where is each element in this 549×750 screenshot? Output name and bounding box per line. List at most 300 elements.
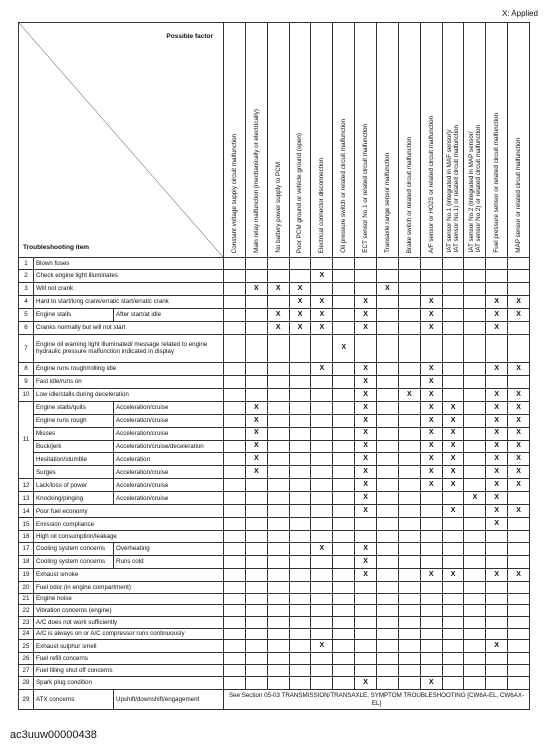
mark-cell — [398, 593, 420, 605]
mark-cell — [267, 653, 289, 665]
row-number: 5 — [19, 308, 34, 321]
row-label: Cranks normally but will not start — [34, 321, 224, 334]
table-row — [19, 479, 530, 492]
mark-cell — [224, 258, 246, 270]
mark-cell — [267, 543, 289, 556]
mark-cell — [267, 569, 289, 582]
row-number: 9 — [19, 375, 34, 388]
factor-header-6 — [333, 23, 355, 258]
table-row — [19, 676, 530, 689]
mark-cell: X — [355, 295, 377, 308]
row-label: Engine stalls/quits — [34, 401, 114, 414]
mark-cell — [333, 492, 355, 505]
mark-cell — [333, 531, 355, 543]
mark-cell: X — [486, 518, 508, 531]
mark-cell: X — [289, 308, 311, 321]
mark-cell — [377, 543, 399, 556]
mark-cell — [377, 569, 399, 582]
mark-cell: X — [486, 362, 508, 375]
row-label: Misses — [34, 427, 114, 440]
mark-cell — [224, 628, 246, 640]
mark-cell — [442, 582, 464, 594]
row-number: 21 — [19, 593, 34, 605]
mark-cell — [508, 593, 530, 605]
mark-cell: X — [420, 308, 442, 321]
row-number: 17 — [19, 543, 34, 556]
row-label: High oil consumption/leakage — [34, 531, 224, 543]
mark-cell — [377, 334, 399, 362]
mark-cell — [355, 518, 377, 531]
row-number: 14 — [19, 505, 34, 518]
row-number: 3 — [19, 282, 34, 295]
table-row — [19, 543, 530, 556]
mark-cell — [224, 321, 246, 334]
mark-cell — [267, 453, 289, 466]
mark-cell: X — [420, 676, 442, 689]
mark-cell — [442, 676, 464, 689]
mark-cell: X — [311, 308, 333, 321]
mark-cell — [464, 676, 486, 689]
mark-cell — [224, 308, 246, 321]
mark-cell — [245, 617, 267, 629]
mark-cell — [245, 295, 267, 308]
mark-cell — [486, 617, 508, 629]
factor-header-9 — [398, 23, 420, 258]
mark-cell — [508, 605, 530, 617]
mark-cell: X — [508, 308, 530, 321]
mark-cell — [377, 258, 399, 270]
mark-cell — [377, 466, 399, 479]
mark-cell: X — [442, 453, 464, 466]
mark-cell: X — [311, 362, 333, 375]
row-label: ATX concerns — [34, 690, 114, 710]
mark-cell — [464, 401, 486, 414]
mark-cell — [289, 676, 311, 689]
mark-cell: X — [442, 427, 464, 440]
mark-cell — [420, 518, 442, 531]
row-number: 2 — [19, 269, 34, 282]
mark-cell — [267, 295, 289, 308]
mark-cell — [398, 479, 420, 492]
mark-cell — [442, 269, 464, 282]
mark-cell — [245, 531, 267, 543]
mark-cell — [464, 282, 486, 295]
mark-cell — [289, 427, 311, 440]
table-row — [19, 505, 530, 518]
mark-cell: X — [420, 479, 442, 492]
row-condition: Acceleration — [114, 453, 224, 466]
mark-cell — [464, 665, 486, 677]
row-condition: Acceleration/cruise/deceleration — [114, 440, 224, 453]
mark-cell — [333, 628, 355, 640]
mark-cell: X — [486, 466, 508, 479]
mark-cell — [289, 479, 311, 492]
mark-cell — [311, 453, 333, 466]
mark-cell — [464, 321, 486, 334]
mark-cell — [245, 505, 267, 518]
mark-cell: X — [442, 414, 464, 427]
mark-cell — [398, 453, 420, 466]
table-row — [19, 556, 530, 569]
row-label: Engine noise — [34, 593, 224, 605]
mark-cell — [464, 258, 486, 270]
mark-cell — [398, 569, 420, 582]
mark-cell — [508, 582, 530, 594]
mark-cell — [289, 453, 311, 466]
mark-cell — [420, 543, 442, 556]
factor-label: IAT sensor No.2 (integrated in MAP sensor/ IAT sensor No.2) or related circuit malfunction — [467, 125, 482, 253]
mark-cell — [289, 665, 311, 677]
mark-cell — [464, 414, 486, 427]
row-condition: Acceleration/cruise — [114, 401, 224, 414]
factor-label: Transaxle range sensor malfunction — [383, 153, 391, 253]
mark-cell — [442, 258, 464, 270]
mark-cell — [311, 556, 333, 569]
row-number: 19 — [19, 569, 34, 582]
mark-cell — [464, 556, 486, 569]
mark-cell: X — [267, 282, 289, 295]
row-label: Spark plug condition — [34, 676, 224, 689]
mark-cell: X — [245, 282, 267, 295]
mark-cell — [398, 628, 420, 640]
row-label: A/C is always on or A/C compressor runs continuously — [34, 628, 224, 640]
mark-cell — [333, 605, 355, 617]
table-row — [19, 440, 530, 453]
mark-cell — [224, 388, 246, 401]
row-label: Check engine light illuminates — [34, 269, 224, 282]
mark-cell — [224, 334, 246, 362]
mark-cell — [377, 427, 399, 440]
mark-cell — [377, 321, 399, 334]
mark-cell — [420, 617, 442, 629]
row-number: 15 — [19, 518, 34, 531]
mark-cell — [464, 362, 486, 375]
mark-cell — [245, 628, 267, 640]
table-row — [19, 282, 530, 295]
table-row — [19, 414, 530, 427]
row-label: Will not crank — [34, 282, 224, 295]
mark-cell: X — [486, 308, 508, 321]
mark-cell: X — [486, 401, 508, 414]
mark-cell — [420, 505, 442, 518]
mark-cell — [420, 531, 442, 543]
factor-label: Electrical connector disconnection — [318, 157, 326, 253]
mark-cell — [224, 676, 246, 689]
mark-cell — [245, 543, 267, 556]
table-row — [19, 569, 530, 582]
mark-cell: X — [355, 362, 377, 375]
mark-cell: X — [508, 453, 530, 466]
mark-cell — [508, 556, 530, 569]
mark-cell — [224, 492, 246, 505]
mark-cell — [267, 401, 289, 414]
table-row — [19, 531, 530, 543]
mark-cell — [224, 556, 246, 569]
row-number: 4 — [19, 295, 34, 308]
mark-cell — [289, 569, 311, 582]
mark-cell — [486, 543, 508, 556]
mark-cell — [245, 640, 267, 653]
mark-cell: X — [508, 401, 530, 414]
mark-cell — [224, 414, 246, 427]
mark-cell — [289, 518, 311, 531]
table-row — [19, 258, 530, 270]
mark-cell — [377, 401, 399, 414]
row-label: Poor fuel economy — [34, 505, 224, 518]
mark-cell: X — [508, 479, 530, 492]
mark-cell — [224, 665, 246, 677]
mark-cell — [267, 582, 289, 594]
mark-cell — [267, 388, 289, 401]
mark-cell: X — [486, 295, 508, 308]
row-label: Surges — [34, 466, 114, 479]
row-number: 11 — [19, 401, 34, 479]
mark-cell: X — [420, 569, 442, 582]
mark-cell — [377, 388, 399, 401]
mark-cell — [398, 258, 420, 270]
mark-cell — [245, 518, 267, 531]
mark-cell — [224, 653, 246, 665]
mark-cell: X — [355, 375, 377, 388]
mark-cell: X — [442, 440, 464, 453]
mark-cell: X — [442, 466, 464, 479]
mark-cell — [224, 295, 246, 308]
mark-cell — [267, 505, 289, 518]
mark-cell — [311, 492, 333, 505]
mark-cell — [311, 628, 333, 640]
mark-cell — [398, 676, 420, 689]
mark-cell: X — [486, 321, 508, 334]
header-row — [19, 23, 530, 258]
mark-cell: X — [245, 466, 267, 479]
mark-cell — [486, 531, 508, 543]
row-label: Exhaust sulphur smell — [34, 640, 224, 653]
mark-cell — [377, 308, 399, 321]
mark-cell — [245, 321, 267, 334]
factor-header-1 — [224, 23, 246, 258]
mark-cell — [464, 479, 486, 492]
mark-cell — [486, 665, 508, 677]
mark-cell: X — [508, 505, 530, 518]
mark-cell — [311, 466, 333, 479]
mark-cell: X — [289, 321, 311, 334]
row-label: Fast idle/runs on — [34, 375, 224, 388]
mark-cell: X — [311, 269, 333, 282]
mark-cell — [442, 556, 464, 569]
mark-cell — [508, 628, 530, 640]
mark-cell: X — [420, 375, 442, 388]
mark-cell: X — [355, 440, 377, 453]
mark-cell — [333, 640, 355, 653]
mark-cell: X — [267, 308, 289, 321]
mark-cell — [508, 543, 530, 556]
mark-cell — [311, 505, 333, 518]
mark-cell: X — [486, 427, 508, 440]
mark-cell — [398, 427, 420, 440]
mark-cell: X — [355, 569, 377, 582]
mark-cell — [398, 334, 420, 362]
mark-cell: X — [355, 556, 377, 569]
mark-cell — [355, 582, 377, 594]
mark-cell — [508, 375, 530, 388]
mark-cell — [398, 531, 420, 543]
mark-cell: X — [442, 505, 464, 518]
row-label: Emission compliance — [34, 518, 224, 531]
mark-cell — [289, 334, 311, 362]
mark-cell — [486, 676, 508, 689]
row-condition: Acceleration/cruise — [114, 492, 224, 505]
mark-cell: X — [508, 440, 530, 453]
mark-cell — [442, 334, 464, 362]
mark-cell — [486, 258, 508, 270]
mark-cell — [464, 593, 486, 605]
mark-cell: X — [245, 401, 267, 414]
mark-cell — [333, 295, 355, 308]
mark-cell — [464, 295, 486, 308]
mark-cell — [420, 334, 442, 362]
mark-cell — [224, 518, 246, 531]
mark-cell — [333, 282, 355, 295]
row-number: 28 — [19, 676, 34, 689]
mark-cell — [311, 518, 333, 531]
troubleshooting-table — [18, 22, 530, 710]
row-condition: Acceleration/cruise — [114, 466, 224, 479]
mark-cell — [245, 388, 267, 401]
mark-cell: X — [355, 505, 377, 518]
table-row — [19, 295, 530, 308]
table-row — [19, 492, 530, 505]
mark-cell — [420, 258, 442, 270]
mark-cell — [420, 282, 442, 295]
mark-cell — [289, 640, 311, 653]
mark-cell — [420, 593, 442, 605]
mark-cell — [333, 269, 355, 282]
mark-cell — [355, 334, 377, 362]
mark-cell — [442, 282, 464, 295]
mark-cell — [245, 582, 267, 594]
mark-cell — [398, 653, 420, 665]
factor-label: Main relay malfunction (mechanically or electrically) — [252, 109, 260, 253]
mark-cell — [224, 640, 246, 653]
mark-cell: X — [311, 640, 333, 653]
mark-cell — [508, 321, 530, 334]
mark-cell — [420, 582, 442, 594]
table-row — [19, 334, 530, 362]
mark-cell: X — [311, 321, 333, 334]
mark-cell: X — [486, 492, 508, 505]
mark-cell — [289, 582, 311, 594]
mark-cell: X — [486, 388, 508, 401]
factor-header-10 — [420, 23, 442, 258]
factor-header-8 — [377, 23, 399, 258]
legend-applied: X: Applied — [501, 9, 538, 18]
row-label: Fuel filling shut off concerns — [34, 665, 224, 677]
mark-cell — [464, 375, 486, 388]
mark-cell — [333, 414, 355, 427]
mark-cell — [333, 556, 355, 569]
mark-cell — [420, 628, 442, 640]
mark-cell — [289, 440, 311, 453]
mark-cell — [245, 269, 267, 282]
mark-cell: X — [486, 569, 508, 582]
mark-cell: X — [420, 427, 442, 440]
mark-cell — [398, 505, 420, 518]
row-number: 22 — [19, 605, 34, 617]
row-number: 26 — [19, 653, 34, 665]
mark-cell: X — [377, 282, 399, 295]
mark-cell: X — [508, 569, 530, 582]
row-label: A/C does not work sufficiently — [34, 617, 224, 629]
row-number: 27 — [19, 665, 34, 677]
mark-cell: X — [267, 321, 289, 334]
row-label: Hard to start/long crank/erratic start/erratic crank — [34, 295, 224, 308]
figure-code: ac3uuw00000438 — [10, 729, 97, 741]
mark-cell — [398, 308, 420, 321]
mark-cell — [224, 440, 246, 453]
row-note: See Section 05-03 TRANSMISSION/TRANSAXLE, SYMPTOM TROUBLESHOOTING [CW6A-EL, CW6AX-EL] — [224, 690, 530, 710]
mark-cell — [486, 605, 508, 617]
row-label: Knocking/pinging — [34, 492, 114, 505]
mark-cell: X — [420, 362, 442, 375]
mark-cell — [333, 375, 355, 388]
mark-cell — [224, 505, 246, 518]
mark-cell — [486, 556, 508, 569]
mark-cell — [224, 453, 246, 466]
row-label: Buck/jerk — [34, 440, 114, 453]
mark-cell — [267, 479, 289, 492]
mark-cell — [398, 375, 420, 388]
mark-cell — [267, 362, 289, 375]
mark-cell — [377, 479, 399, 492]
mark-cell — [464, 605, 486, 617]
mark-cell: X — [355, 676, 377, 689]
mark-cell: X — [289, 295, 311, 308]
mark-cell — [355, 617, 377, 629]
mark-cell — [224, 569, 246, 582]
mark-cell — [442, 388, 464, 401]
mark-cell — [398, 582, 420, 594]
mark-cell — [267, 414, 289, 427]
factor-header-2 — [245, 23, 267, 258]
mark-cell — [289, 362, 311, 375]
mark-cell — [267, 593, 289, 605]
mark-cell — [398, 492, 420, 505]
mark-cell — [311, 388, 333, 401]
mark-cell — [311, 531, 333, 543]
table-row — [19, 665, 530, 677]
mark-cell — [267, 665, 289, 677]
mark-cell — [224, 427, 246, 440]
mark-cell — [377, 440, 399, 453]
mark-cell — [289, 388, 311, 401]
mark-cell — [442, 308, 464, 321]
mark-cell — [464, 617, 486, 629]
mark-cell: X — [508, 362, 530, 375]
mark-cell — [464, 453, 486, 466]
mark-cell — [333, 582, 355, 594]
mark-cell — [289, 617, 311, 629]
mark-cell — [464, 582, 486, 594]
mark-cell — [464, 640, 486, 653]
mark-cell — [398, 401, 420, 414]
row-number: 25 — [19, 640, 34, 653]
row-label: Lack/loss of power — [34, 479, 114, 492]
mark-cell: X — [486, 479, 508, 492]
row-number: 20 — [19, 582, 34, 594]
mark-cell — [377, 492, 399, 505]
mark-cell — [245, 479, 267, 492]
factor-label: ECT sensor No.1 or related circuit malfunction — [361, 124, 369, 253]
